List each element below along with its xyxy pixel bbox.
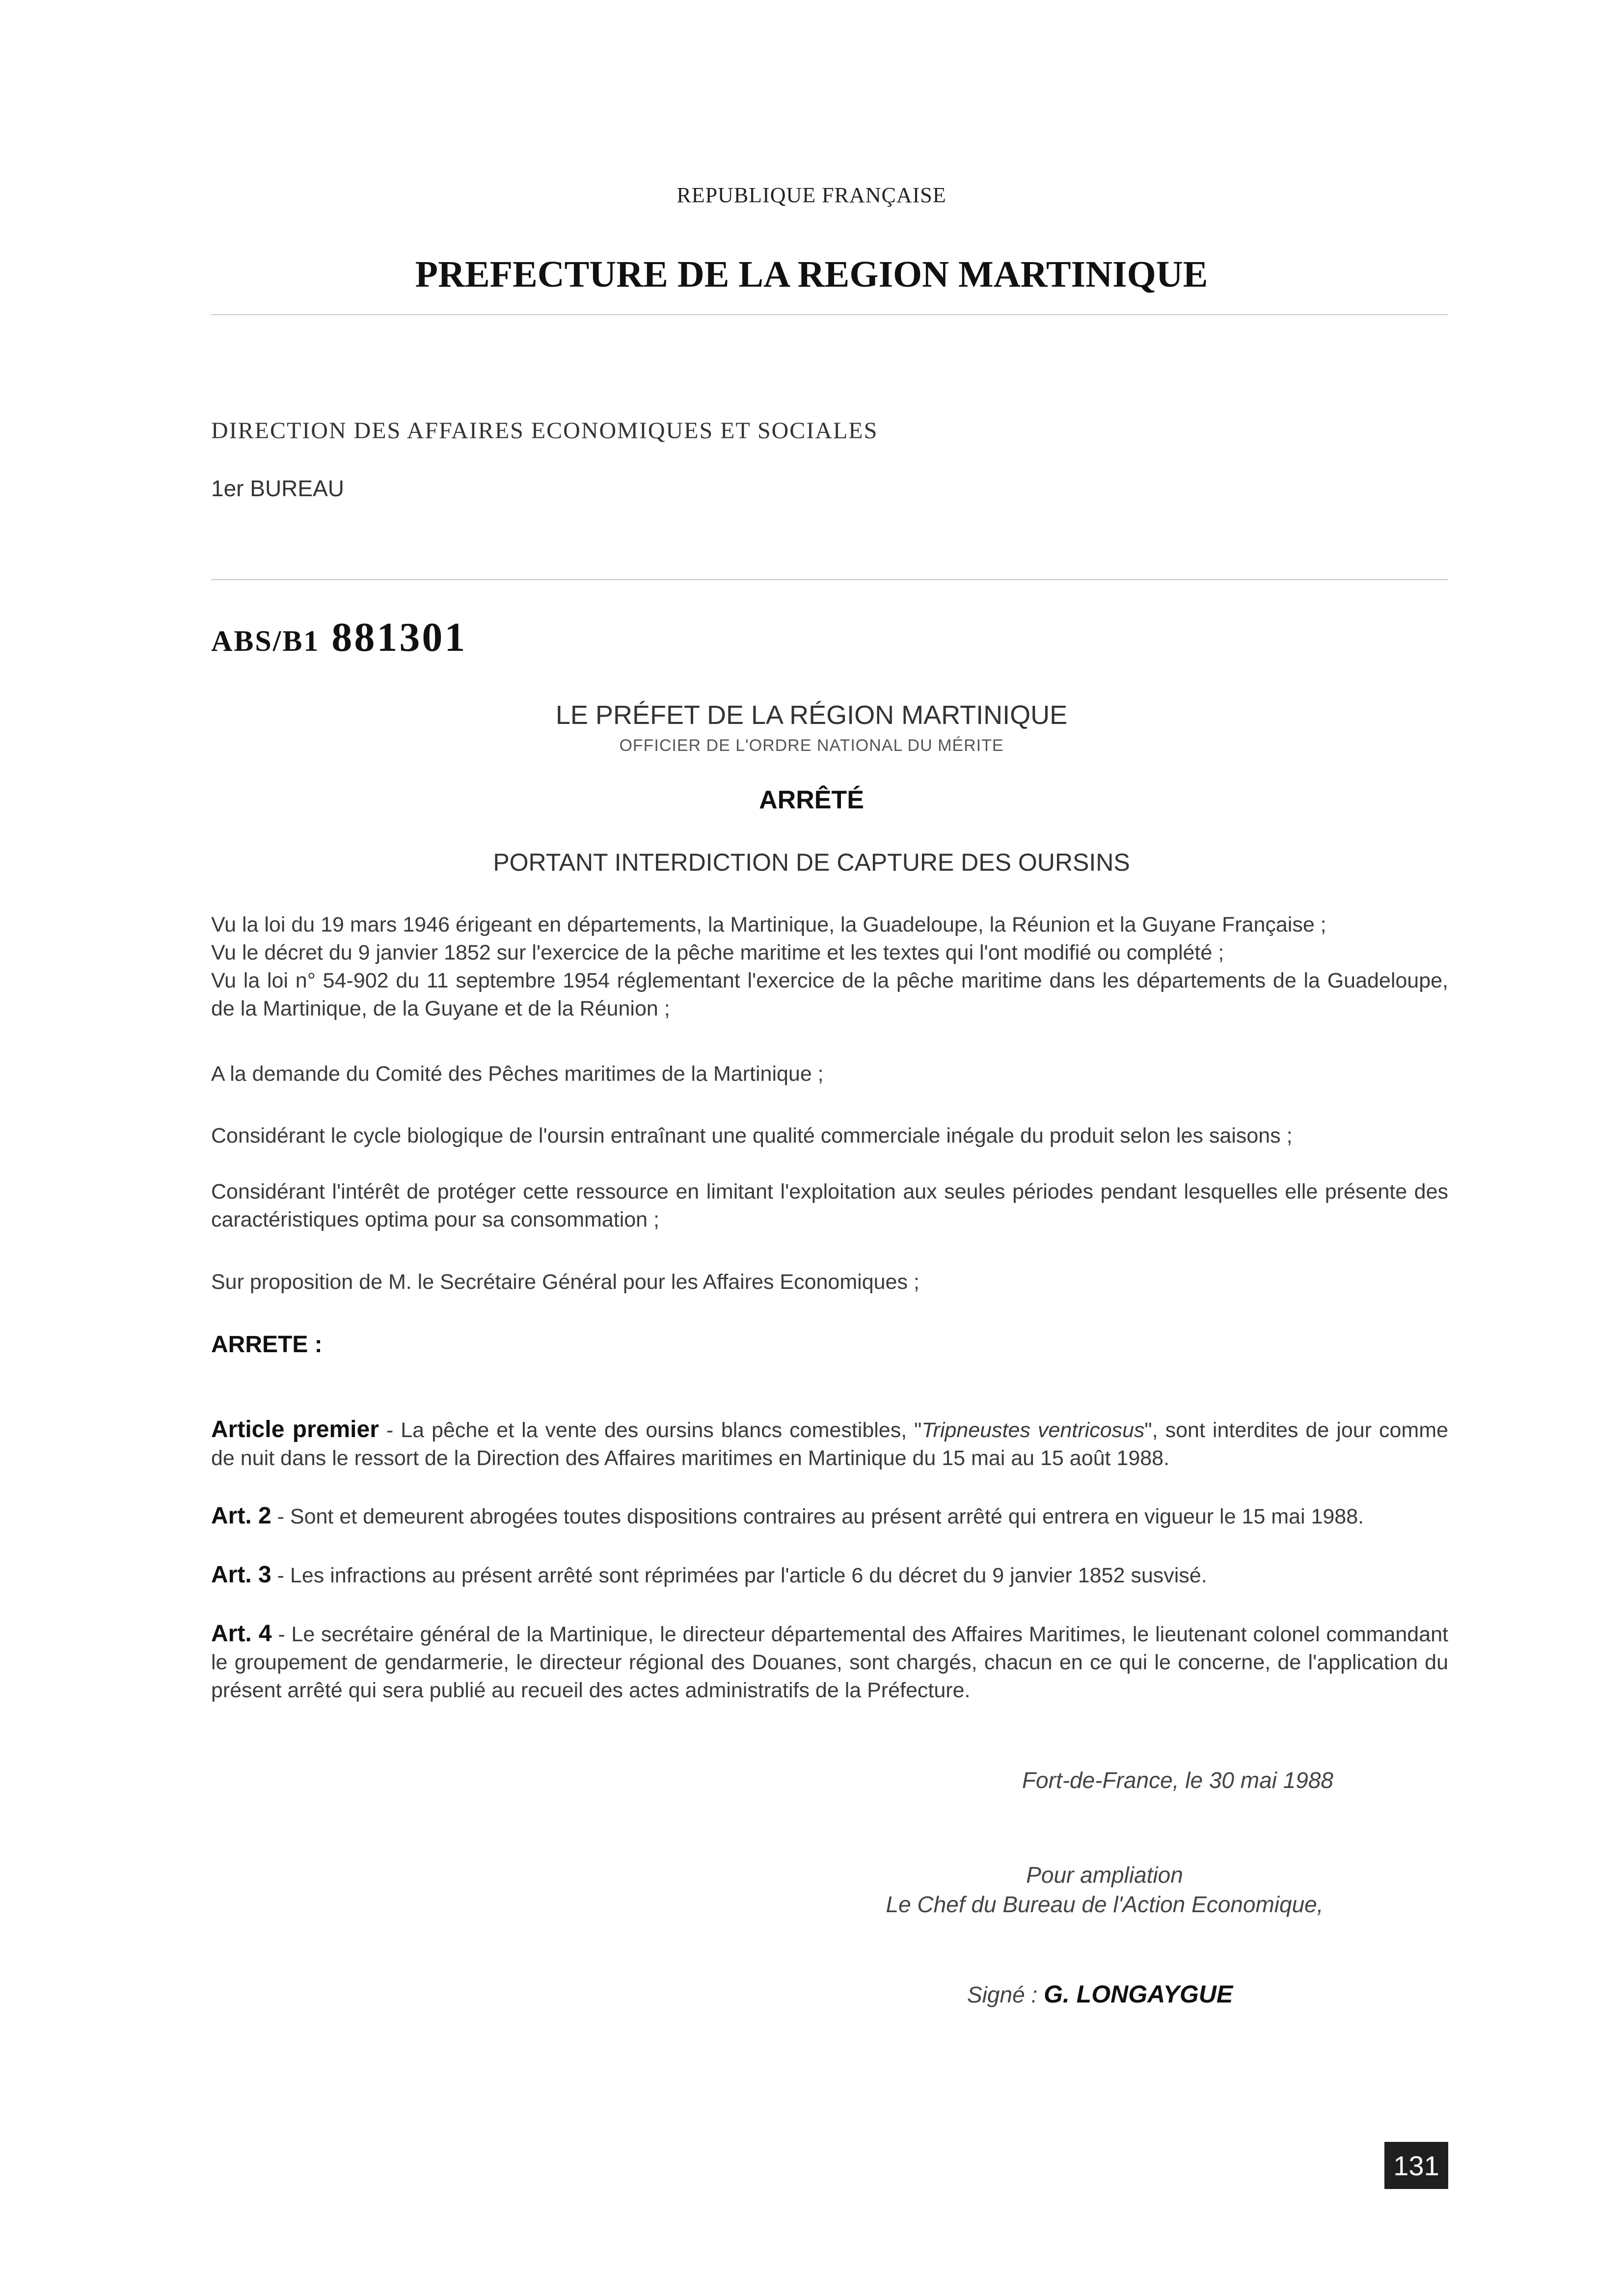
article-text: - La pêche et la vente des oursins blancs comestibles, "	[379, 1418, 922, 1442]
date-line: Fort-de-France, le 30 mai 1988	[1022, 1767, 1333, 1793]
section-divider	[211, 579, 1448, 580]
article-label: Art. 3	[211, 1562, 271, 1588]
article-2	[211, 1502, 1448, 1531]
proposition-paragraph: Sur proposition de M. le Secrétaire Général pour les Affaires Economiques ;	[211, 1270, 920, 1294]
header-divider	[211, 314, 1448, 315]
article-4	[211, 1620, 1448, 1705]
article-text: - Sont et demeurent abrogées toutes dispositions contraires au présent arrêté qui entrera en vigueur le 15 mai 1988.	[271, 1505, 1364, 1528]
portant-subtitle: PORTANT INTERDICTION DE CAPTURE DES OURSINS	[493, 849, 1130, 876]
article-text: - Les infractions au présent arrêté sont réprimées par l'article 6 du décret du 9 janvier 1852 susvisé.	[271, 1564, 1207, 1587]
page-number-badge: 131	[1384, 2142, 1448, 2189]
vu-line-3: Vu la loi n° 54-902 du 11 septembre 1954 réglementant l'exercice de la pêche maritime dans les départements de la Guadeloupe, de la Martinique, de la Guyane et de la Réunion ;	[211, 969, 1448, 1020]
ampliation-line-2: Le Chef du Bureau de l'Action Economique,	[886, 1892, 1324, 1917]
reference-number: 881301	[331, 614, 467, 660]
considerant-paragraph-2: Considérant l'intérêt de protéger cette ressource en limitant l'exploitation aux seules périodes pendant lesquelles elle présente des caractéristiques optima pour sa consommation ;	[211, 1180, 1448, 1231]
article-3	[211, 1561, 1448, 1590]
ampliation-line-1: Pour ampliation	[1026, 1862, 1183, 1888]
arrete-title: ARRÊTÉ	[759, 786, 864, 814]
prefet-title: LE PRÉFET DE LA RÉGION MARTINIQUE	[555, 700, 1068, 730]
considerant-paragraph-1: Considérant le cycle biologique de l'oursin entraînant une qualité commerciale inégale du produit selon les saisons ;	[211, 1124, 1293, 1148]
direction-heading: DIRECTION DES AFFAIRES ECONOMIQUES ET SOCIALES	[211, 418, 878, 444]
article-premier	[211, 1415, 1448, 1472]
ampliation-block	[835, 1860, 1375, 1919]
species-name: Tripneustes ventricosus	[921, 1418, 1145, 1442]
article-text: ", sont interdites de jour comme de nuit dans le ressort de la Direction des Affaires maritimes en Martinique du 15 mai au 15 août 1988.	[211, 1418, 1448, 1470]
signe-label: Signé :	[967, 1982, 1038, 2007]
vu-paragraph	[211, 911, 1448, 1023]
article-label: Article premier	[211, 1416, 379, 1442]
article-label: Art. 2	[211, 1503, 271, 1529]
demande-paragraph: A la demande du Comité des Pêches maritimes de la Martinique ;	[211, 1062, 824, 1086]
officier-subtitle: OFFICIER DE L'ORDRE NATIONAL DU MÉRITE	[619, 736, 1004, 755]
republic-heading: REPUBLIQUE FRANÇAISE	[676, 183, 947, 207]
vu-line-1: Vu la loi du 19 mars 1946 érigeant en départements, la Martinique, la Guadeloupe, la Réunion et la Guyane Française ;	[211, 913, 1326, 936]
reference-prefix: ABS/B1	[211, 625, 320, 657]
article-label: Art. 4	[211, 1621, 272, 1647]
reference-code	[211, 614, 467, 661]
signature-line	[967, 1980, 1233, 2008]
arrete-heading: ARRETE :	[211, 1332, 323, 1358]
article-text: - Le secrétaire général de la Martinique, le directeur départemental des Affaires Maritimes, le lieutenant colonel commandant le groupement de gendarmerie, le directeur régional des Douanes, sont chargés, chacun en ce qui le concerne, de l'application du présent arrêté qui sera publié au recueil des actes administratifs de la Préfecture.	[211, 1623, 1448, 1702]
vu-line-2: Vu le décret du 9 janvier 1852 sur l'exercice de la pêche maritime et les textes qui l'ont modifié ou complété ;	[211, 941, 1224, 964]
signatory-name: G. LONGAYGUE	[1044, 1980, 1233, 2008]
bureau-label: 1er BUREAU	[211, 476, 344, 501]
prefecture-title: PREFECTURE DE LA REGION MARTINIQUE	[415, 254, 1208, 295]
